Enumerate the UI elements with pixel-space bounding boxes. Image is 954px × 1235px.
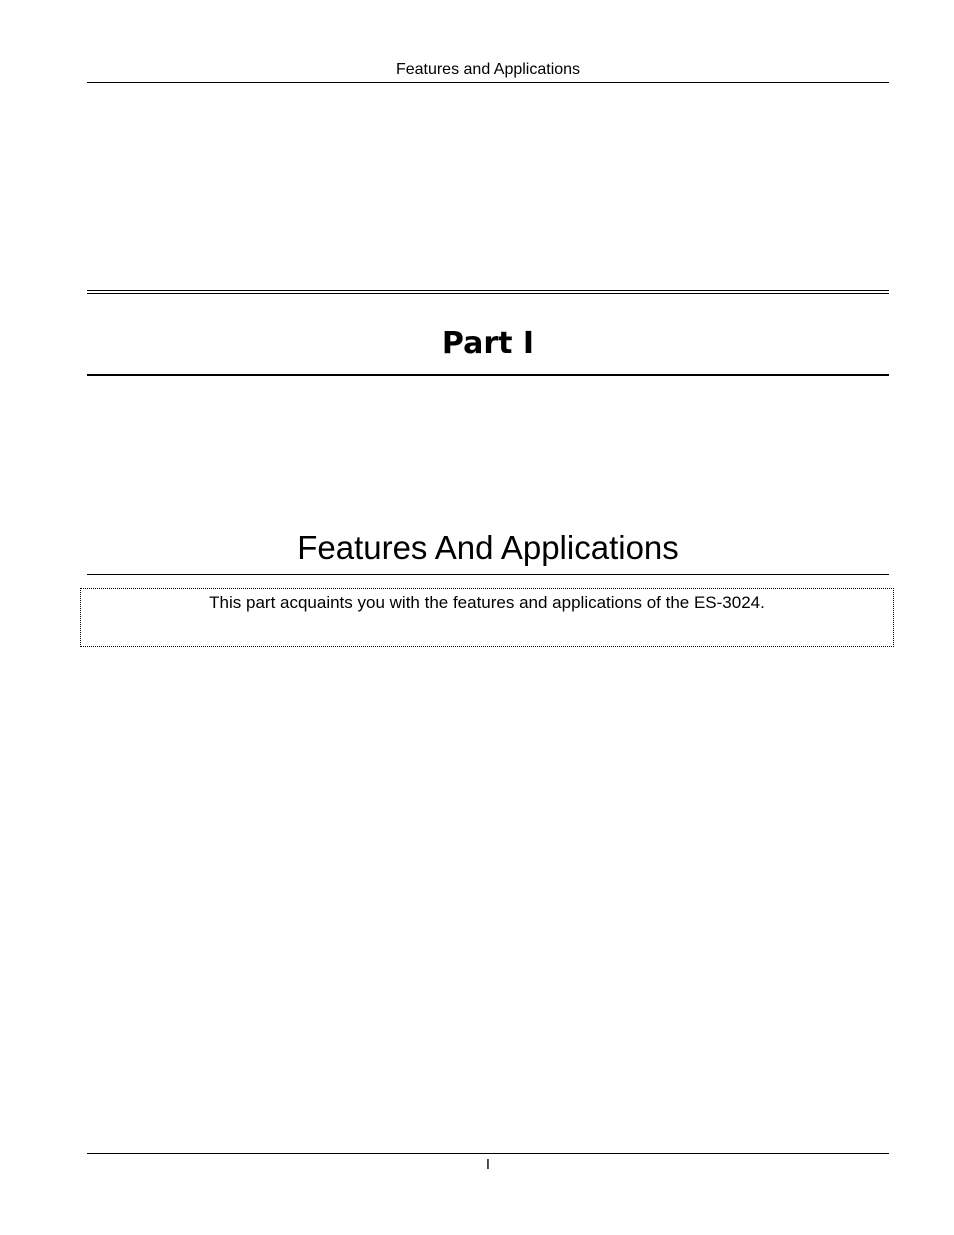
part-top-double-divider: [87, 290, 889, 294]
section-divider: [87, 574, 889, 575]
page-number: I: [485, 1156, 491, 1173]
part-title: Part I: [441, 326, 535, 361]
intro-text: This part acquaints you with the features and applications of the ES-3024.: [209, 593, 765, 612]
header-divider: [87, 82, 889, 83]
footer-divider: [87, 1153, 889, 1154]
section-title: Features And Applications: [297, 529, 679, 566]
part-bottom-divider: [87, 374, 889, 376]
running-header: Features and Applications: [395, 61, 581, 78]
intro-box: [80, 588, 894, 647]
